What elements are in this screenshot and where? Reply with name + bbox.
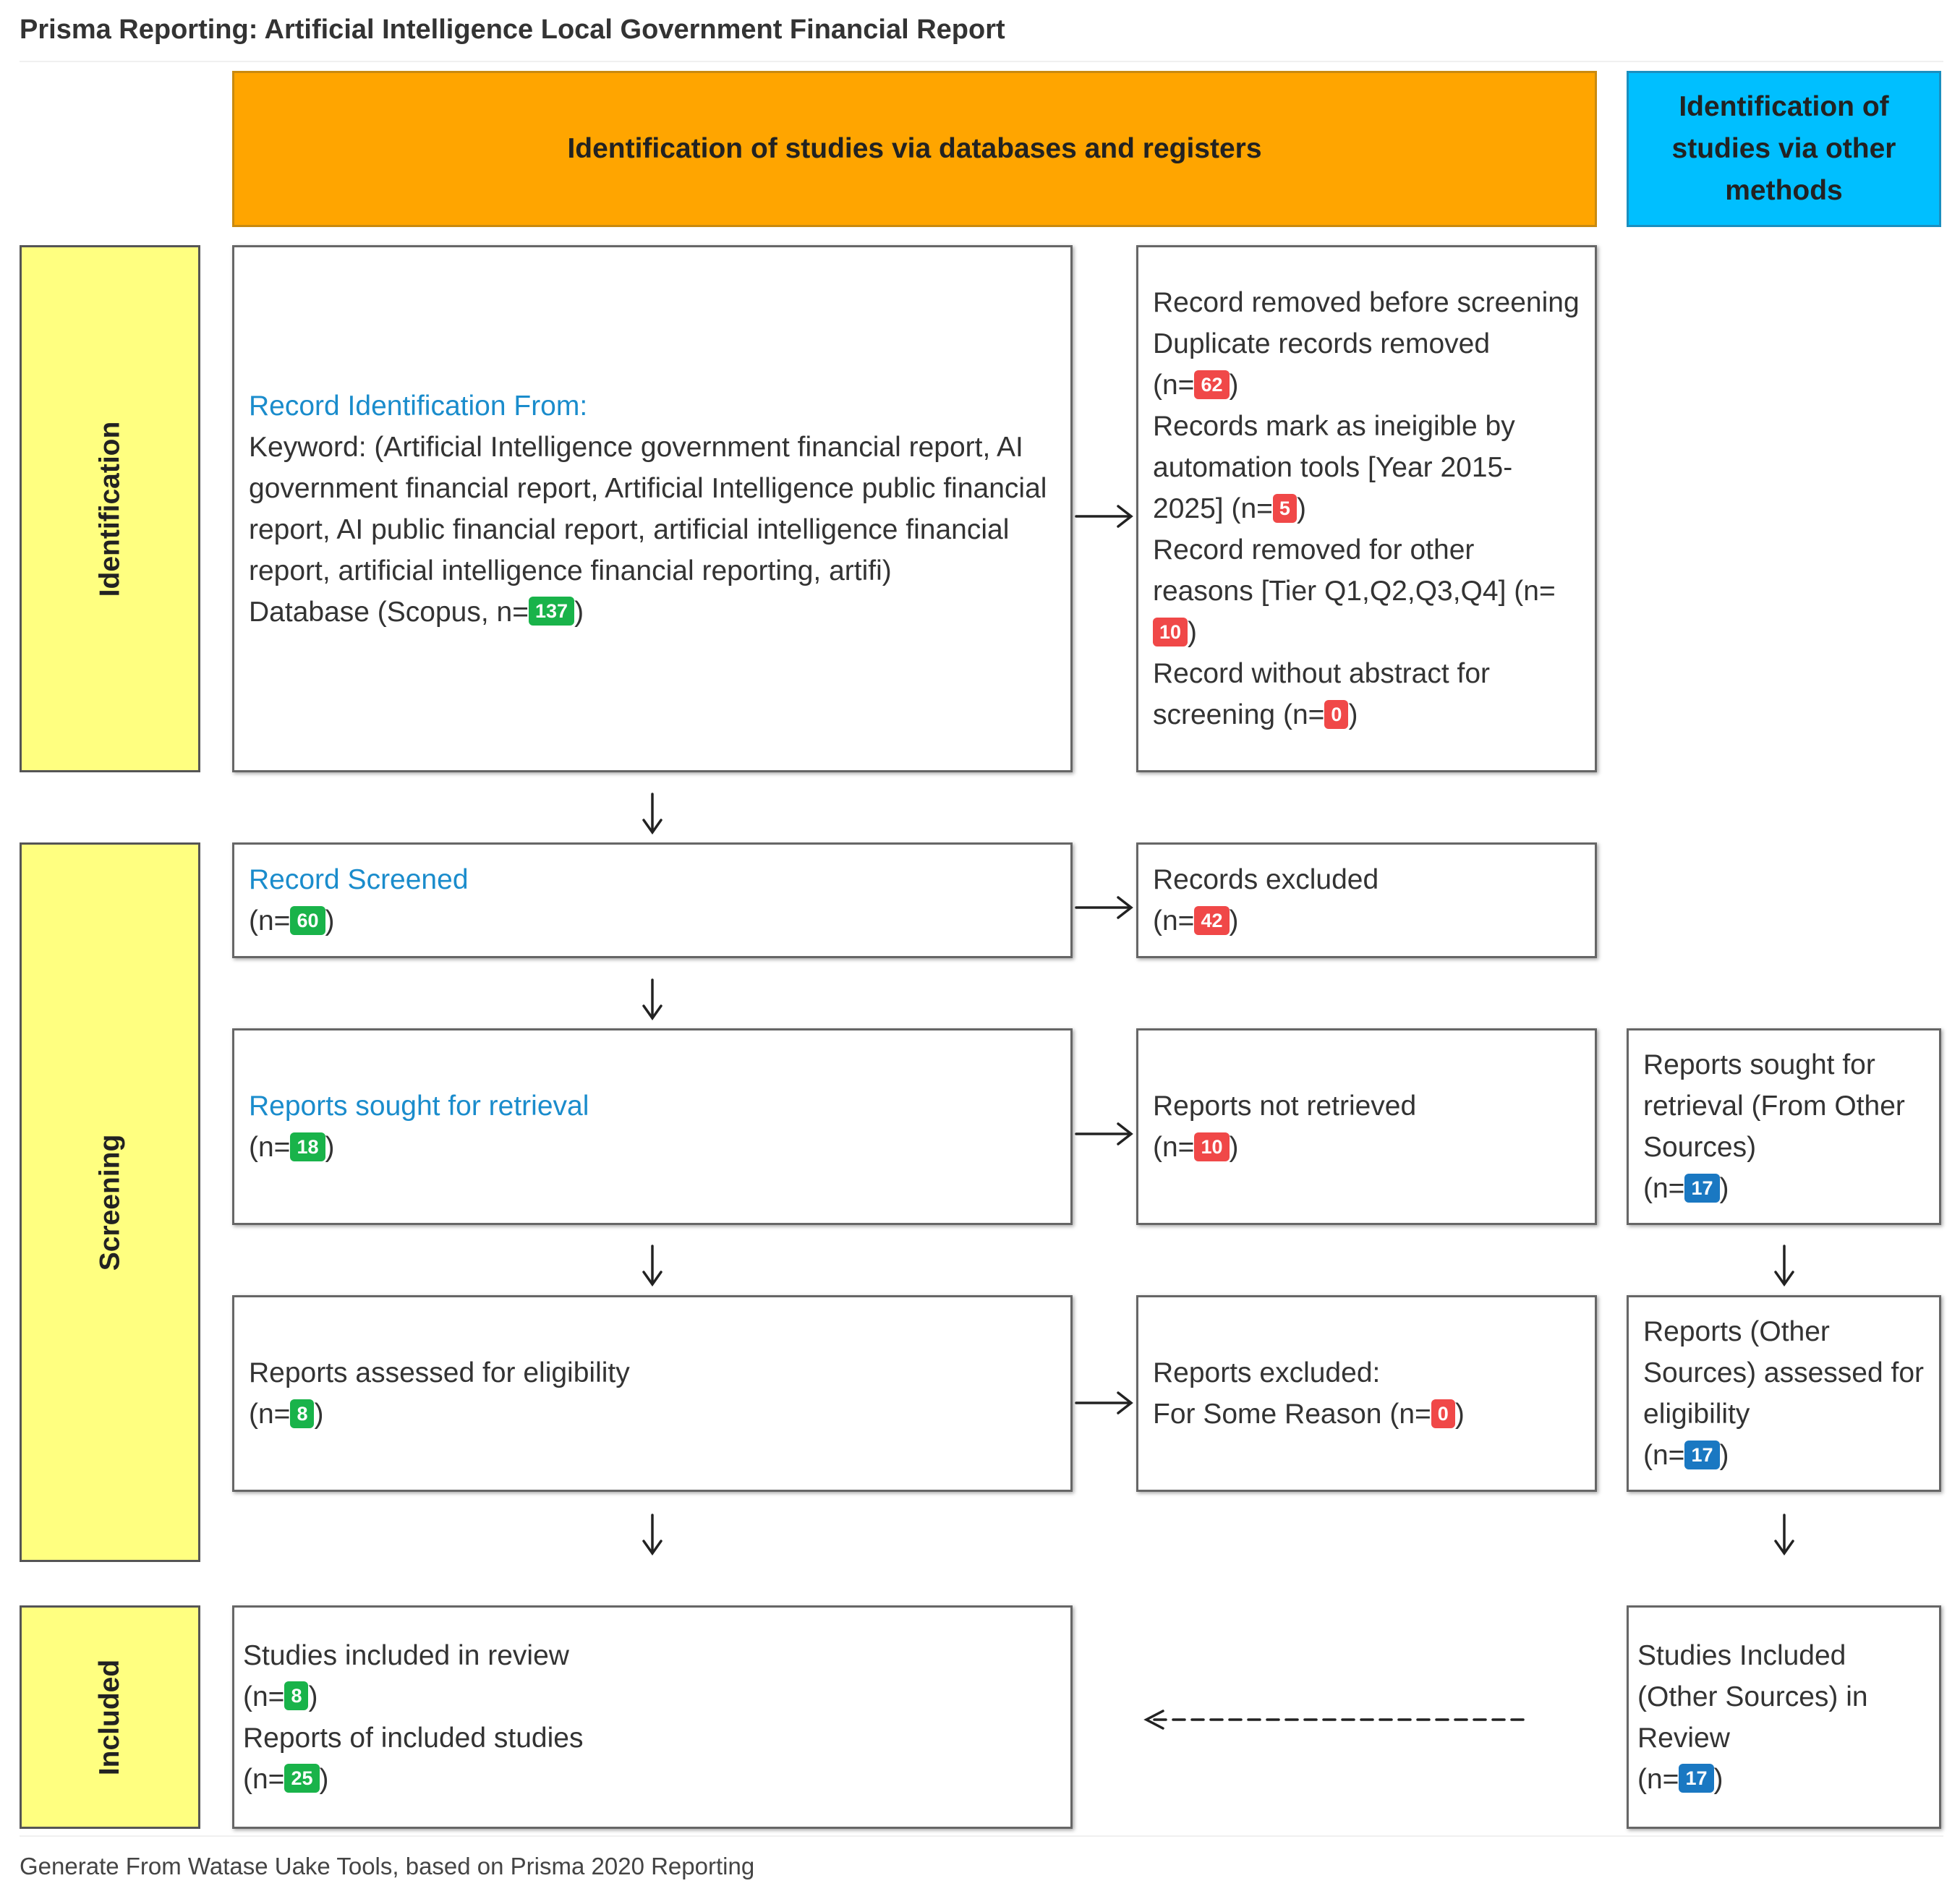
n-prefix: (n= — [1514, 576, 1556, 607]
keyword-text: Keyword: (Artificial Intelligence government financial report, AI government financial report, Artificial Intelligence public financial report, AI public financial report, artificial intelligence financial report, artificial intelligence financial reporting, artifi) — [249, 431, 1047, 586]
reports-not-retrieved-label: Reports not retrieved — [1153, 1091, 1417, 1122]
studies-included-label: Studies included in review — [243, 1639, 569, 1671]
count-badge: 0 — [1324, 700, 1348, 729]
n-prefix: (n= — [1637, 1763, 1679, 1795]
n-suffix: ) — [1348, 699, 1358, 730]
n-prefix: (n= — [1153, 370, 1195, 401]
n-suffix: ) — [1296, 493, 1306, 524]
count-badge: 137 — [529, 597, 574, 626]
header-other-methods: Identification of studies via other methods — [1627, 71, 1941, 227]
other-reasons-label: Record removed for other reasons [Tier Q1,Q2,Q3,Q4] — [1153, 534, 1507, 607]
records-identified-heading: Record Identification From: — [249, 390, 588, 422]
n-suffix: ) — [1229, 1132, 1239, 1163]
other-sought-label: Reports sought for retrieval (From Other Sources) — [1643, 1049, 1905, 1163]
phase-screening-label: Screening — [93, 1134, 125, 1271]
arrow-right-icon — [1076, 506, 1131, 526]
phase-identification-label: Identification — [93, 421, 125, 597]
records-excluded-label: Records excluded — [1153, 864, 1379, 895]
n-suffix: ) — [574, 596, 584, 628]
header-databases: Identification of studies via databases and registers — [232, 71, 1597, 227]
ineligible-label: Records mark as ineigible by automation tools [Year 2015-2025] — [1153, 411, 1515, 524]
duplicates-label: Duplicate records removed — [1153, 328, 1491, 359]
count-badge: 0 — [1431, 1399, 1455, 1428]
n-prefix: (n= — [249, 905, 291, 936]
count-badge: 8 — [284, 1681, 308, 1710]
count-badge: 42 — [1194, 906, 1229, 935]
database-label: Database (Scopus, n= — [249, 596, 529, 628]
n-prefix: (n= — [1153, 1132, 1195, 1163]
n-prefix: (n= — [249, 1132, 291, 1163]
count-badge: 25 — [284, 1764, 319, 1793]
other-included-label: Studies Included (Other Sources) in Review — [1637, 1639, 1868, 1754]
count-badge: 60 — [290, 906, 325, 935]
removed-heading: Record removed before screening — [1153, 287, 1580, 318]
reports-assessed-label: Reports assessed for eligibility — [249, 1357, 630, 1388]
reports-sought-heading: Reports sought for retrieval — [249, 1091, 589, 1122]
n-suffix: ) — [1719, 1440, 1729, 1471]
arrow-down-icon — [644, 794, 661, 832]
n-prefix: (n= — [243, 1681, 285, 1712]
count-badge: 10 — [1194, 1132, 1229, 1161]
n-suffix: ) — [325, 905, 335, 936]
n-suffix: ) — [308, 1681, 318, 1712]
n-suffix: ) — [325, 1132, 335, 1163]
phase-included-label: Included — [94, 1659, 125, 1775]
n-prefix: (n= — [1643, 1440, 1685, 1471]
reports-excluded-heading: Reports excluded: — [1153, 1357, 1381, 1388]
n-suffix: ) — [1188, 617, 1198, 648]
arrow-down-icon — [1776, 1246, 1793, 1284]
n-prefix: (n= — [243, 1763, 285, 1795]
n-suffix: ) — [1229, 370, 1239, 401]
count-badge: 5 — [1273, 494, 1297, 523]
n-suffix: ) — [1229, 905, 1239, 936]
n-prefix: (n= — [249, 1399, 291, 1430]
arrow-right-icon — [1076, 1124, 1131, 1144]
count-badge: 10 — [1153, 618, 1188, 646]
n-prefix: (n= — [1231, 493, 1273, 524]
arrow-down-icon — [644, 1246, 661, 1284]
footer-note: Generate From Watase Uake Tools, based on Prisma 2020 Reporting — [20, 1853, 755, 1879]
n-suffix: ) — [1713, 1763, 1723, 1795]
arrow-left-dashed-icon — [1146, 1711, 1523, 1728]
count-badge: 8 — [290, 1399, 314, 1428]
count-badge: 18 — [290, 1132, 325, 1161]
n-prefix: (n= — [1282, 699, 1325, 730]
reason-label: For Some Reason — [1153, 1399, 1382, 1430]
count-badge: 17 — [1684, 1441, 1719, 1469]
n-suffix: ) — [319, 1763, 329, 1795]
reports-included-label: Reports of included studies — [243, 1722, 584, 1754]
count-badge: 62 — [1194, 370, 1229, 399]
n-prefix: (n= — [1389, 1399, 1431, 1430]
n-suffix: ) — [1719, 1173, 1729, 1204]
arrow-down-icon — [1776, 1515, 1793, 1553]
n-prefix: (n= — [1643, 1173, 1685, 1204]
n-suffix: ) — [1454, 1399, 1465, 1430]
other-assessed-label: Reports (Other Sources) assessed for eligibility — [1643, 1316, 1925, 1430]
page-title: Prisma Reporting: Artificial Intelligence Local Government Financial Report — [20, 14, 1005, 45]
arrow-right-icon — [1076, 897, 1131, 918]
n-prefix: (n= — [1153, 905, 1195, 936]
arrow-down-icon — [644, 1515, 661, 1553]
n-suffix: ) — [314, 1399, 324, 1430]
records-screened-heading: Record Screened — [249, 864, 469, 895]
footer-divider — [20, 1835, 1943, 1837]
arrow-down-icon — [644, 980, 661, 1018]
no-abstract-label: Record without abstract for screening — [1153, 658, 1491, 730]
arrow-right-icon — [1076, 1393, 1131, 1413]
count-badge: 17 — [1684, 1174, 1719, 1203]
count-badge: 17 — [1679, 1764, 1713, 1793]
